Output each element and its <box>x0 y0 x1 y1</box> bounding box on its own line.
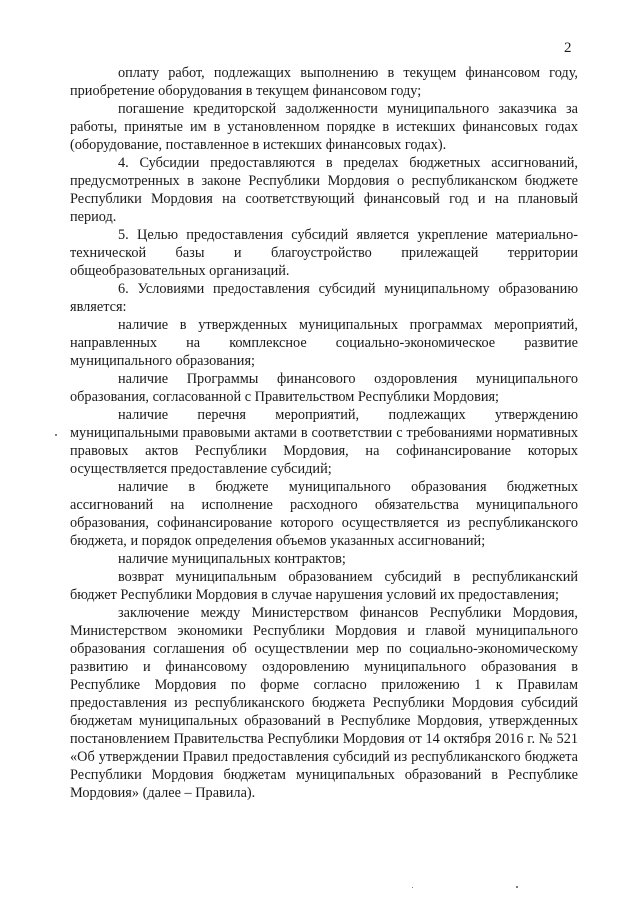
scan-speck <box>55 434 57 436</box>
paragraph-condition-recovery-program: наличие Программы финансового оздоровления муниципального образования, согласованной с Правительством Республики Мордовия; <box>70 371 578 405</box>
paragraph-condition-budget-allocations: наличие в бюджете муниципального образования бюджетных ассигнований на исполнение расходного обязательства муниципального образования, софинансирование которого осуществляется из республиканского бюджета, и порядок определения объемов указанных ассигнований; <box>70 479 578 549</box>
paragraph-debt-repayment: погашение кредиторской задолженности муниципального заказчика за работы, принятые им в установленном порядке в истекших финансовых годах (оборудование, поставленное в истекших финансовых годах). <box>70 101 578 153</box>
paragraph-condition-contracts: наличие муниципальных контрактов; <box>118 551 346 567</box>
paragraph-clause-5: 5. Целью предоставления субсидий является укрепление материально-технической базы и благоустройство прилежащей территории общеобразовательных организаций. <box>70 227 578 279</box>
paragraph-clause-4: 4. Субсидии предоставляются в пределах бюджетных ассигнований, предусмотренных в законе Республики Мордовия о республиканском бюджете Республики Мордовия на соответствующий финансовый год и на плановый период. <box>70 155 578 225</box>
paragraph-condition-programs: наличие в утвержденных муниципальных программах мероприятий, направленных на комплексное социально-экономическое развитие муниципального образования; <box>70 317 578 369</box>
scan-speck <box>412 887 413 888</box>
paragraph-condition-agreement: заключение между Министерством финансов Республики Мордовия, Министерством экономики Республики Мордовия и главой муниципального образования соглашения об осуществлении мер по социально-экономическому развитию и финансовому оздоровлению муниципального образования в Республике Мордовия по форме согласно приложению 1 к Правилам предоставления из республиканского бюджета Республики Мордовия субсидий бюджетам муниципальных образований в Республике Мордовия, утвержденных постановлением Правительства Республики Мордовия от 14 октября 2016 г. № 521 «Об утверждении Правил предоставления субсидий из республиканского бюджета Республики Мордовия бюджетам муниципальных образований в Республике Мордовия» (далее – Правила). <box>70 605 578 801</box>
paragraph-clause-6: 6. Условиями предоставления субсидий муниципальному образованию является: <box>70 281 578 315</box>
paragraph-equipment-payment: оплату работ, подлежащих выполнению в текущем финансовом году, приобретение оборудования в текущем финансовом году; <box>70 65 578 99</box>
paragraph-condition-refund: возврат муниципальным образованием субсидий в республиканский бюджет Республики Мордовия в случае нарушения условий их предоставления; <box>70 569 578 603</box>
document-body <box>70 64 578 802</box>
paragraph-condition-measures-list: наличие перечня мероприятий, подлежащих утверждению муниципальными правовыми актами в соответствии с требованиями нормативных правовых актов Республики Мордовия, на софинансирование которых осуществляется предоставление субсидий; <box>70 407 578 477</box>
page-number: 2 <box>564 40 572 56</box>
scan-speck <box>516 886 518 888</box>
